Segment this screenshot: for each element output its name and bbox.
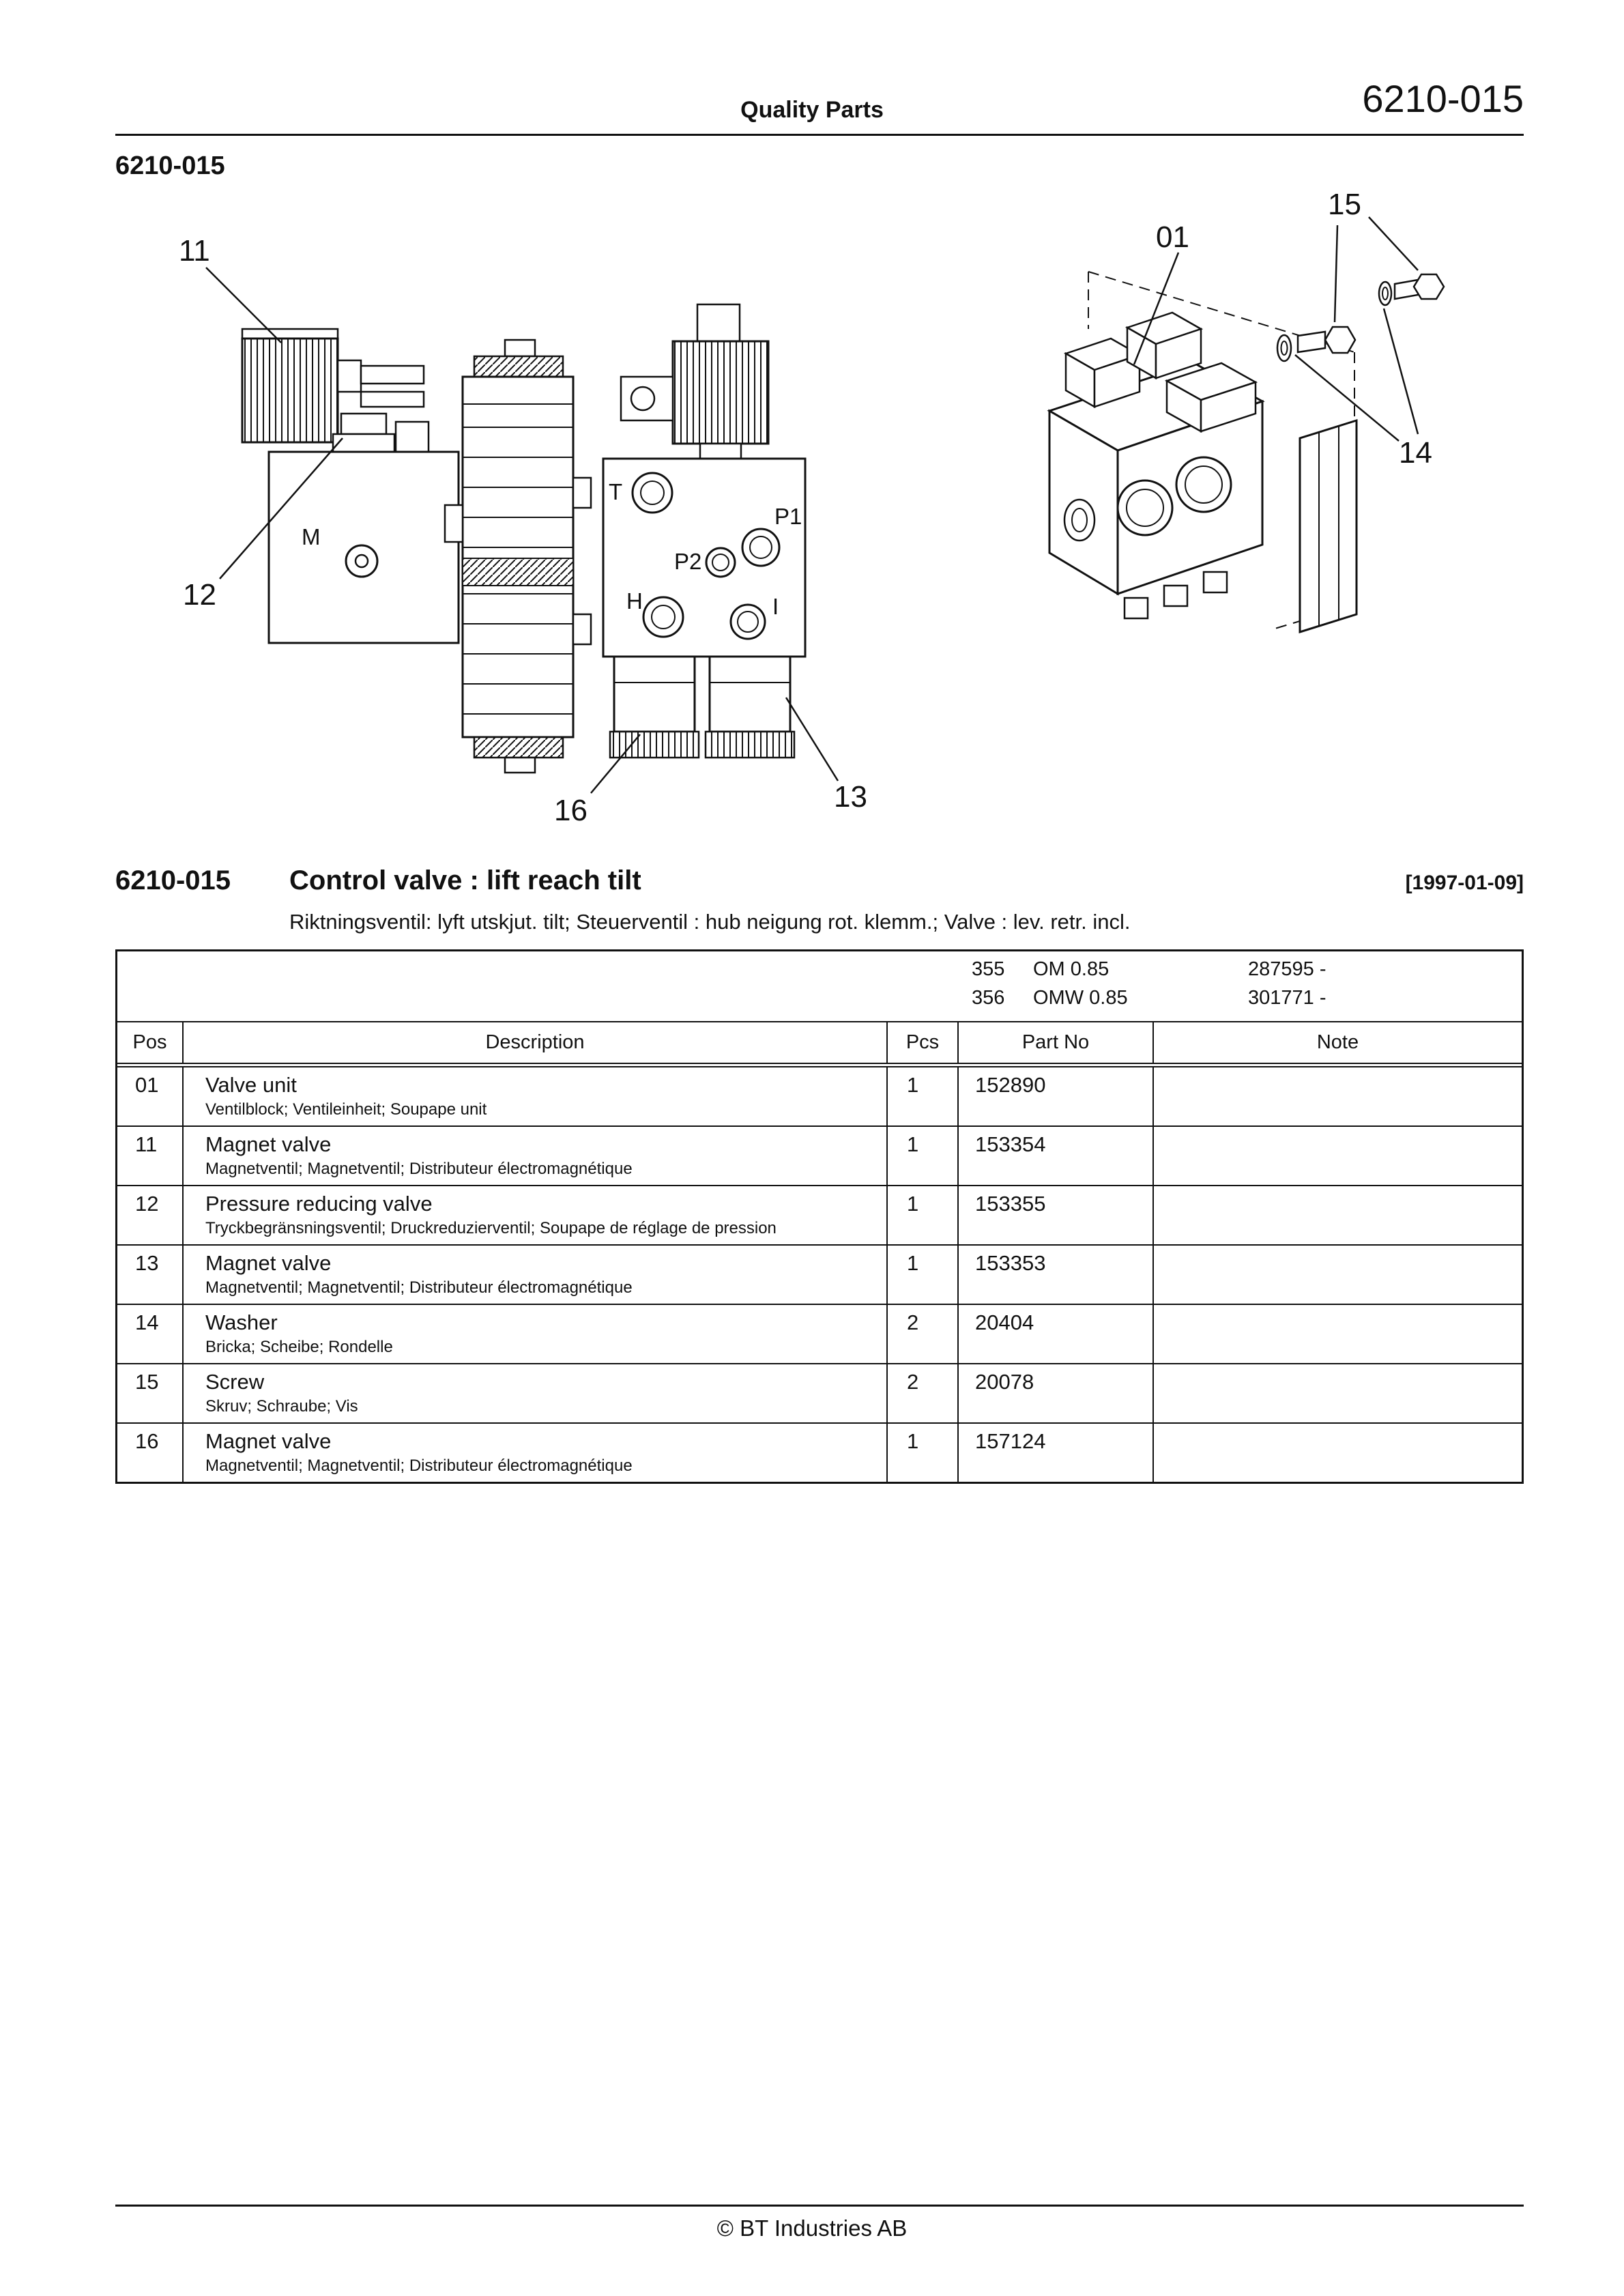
description-main: Magnet valve	[205, 1429, 332, 1453]
cell-description	[182, 1067, 886, 1125]
column-header-part-no: Part No	[957, 1022, 1152, 1063]
exploded-view-diagram	[102, 184, 1535, 867]
cell-part-no: 153353	[957, 1246, 1152, 1304]
cell-description	[182, 1246, 886, 1304]
description-main: Magnet valve	[205, 1251, 332, 1275]
cell-part-no: 152890	[957, 1067, 1152, 1125]
port-label-m: M	[302, 524, 321, 549]
description-main: Screw	[205, 1370, 265, 1394]
description-sub: Ventilblock; Ventileinheit; Soupape unit	[205, 1100, 487, 1119]
cell-pcs: 1	[886, 1186, 957, 1244]
cell-pcs: 1	[886, 1127, 957, 1185]
section-subtitle: Riktningsventil: lyft utskjut. tilt; Steuerventil : hub neigung rot. klemm.; Valve : lev. retr. incl.	[289, 910, 1131, 934]
description-sub: Skruv; Schraube; Vis	[205, 1397, 358, 1416]
callout-12: 12	[183, 578, 216, 612]
magnet-valve-front-view	[206, 268, 459, 643]
callout-13: 13	[834, 780, 867, 814]
port-label-p2: P2	[674, 549, 702, 574]
valve-side-view	[445, 340, 591, 773]
table-row	[117, 1363, 1522, 1422]
description-sub: Tryckbegränsningsventil; Druckreduzierventil; Soupape de réglage de pression	[205, 1219, 777, 1237]
cell-pcs: 1	[886, 1067, 957, 1125]
cell-note	[1152, 1246, 1522, 1304]
column-header-pos: Pos	[132, 1031, 167, 1053]
table-row	[117, 1185, 1522, 1244]
table-row	[117, 1067, 1522, 1125]
port-label-p1: P1	[774, 504, 802, 529]
cell-pcs: 2	[886, 1305, 957, 1363]
port-label-h: H	[626, 588, 643, 614]
footer-copyright: © BT Industries AB	[716, 2215, 908, 2241]
model-serial-range: 301771 -	[1248, 987, 1326, 1009]
cell-note	[1152, 1364, 1522, 1422]
header-divider	[115, 134, 1524, 136]
model-line	[117, 958, 1522, 987]
cell-note	[1152, 1424, 1522, 1482]
cell-description	[182, 1364, 886, 1422]
cell-part-no: 20404	[957, 1305, 1152, 1363]
cell-description	[182, 1424, 886, 1482]
column-header-pcs: Pcs	[886, 1022, 957, 1063]
callout-01: 01	[1156, 220, 1189, 254]
callout-16: 16	[554, 794, 588, 827]
cell-note	[1152, 1186, 1522, 1244]
cell-pcs: 2	[886, 1364, 957, 1422]
description-sub: Bricka; Scheibe; Rondelle	[205, 1338, 393, 1356]
port-label-i: I	[772, 594, 779, 619]
callout-11: 11	[179, 234, 210, 268]
cell-part-no: 153355	[957, 1186, 1152, 1244]
valve-port-view	[591, 304, 838, 793]
description-sub: Magnetventil; Magnetventil; Distributeur électromagnétique	[205, 1160, 633, 1178]
model-number: 356	[972, 987, 1005, 1009]
model-name: OM 0.85	[1033, 958, 1110, 980]
model-number: 355	[972, 958, 1005, 980]
document-code: 6210-015	[115, 152, 225, 180]
column-header-description: Description	[182, 1022, 886, 1063]
cell-pcs: 1	[886, 1246, 957, 1304]
description-main: Washer	[205, 1310, 278, 1334]
port-label-t: T	[609, 479, 623, 504]
table-row	[117, 1304, 1522, 1363]
parts-table	[115, 949, 1524, 1484]
model-line	[117, 987, 1522, 1016]
cell-description	[182, 1305, 886, 1363]
cell-note	[1152, 1305, 1522, 1363]
table-column-headers	[117, 1022, 1522, 1067]
model-name: OMW 0.85	[1033, 987, 1128, 1009]
table-row	[117, 1422, 1522, 1482]
cell-pos: 12	[135, 1192, 159, 1216]
cell-part-no: 153354	[957, 1127, 1152, 1185]
description-sub: Magnetventil; Magnetventil; Distributeur électromagnétique	[205, 1456, 633, 1475]
model-serial-range: 287595 -	[1248, 958, 1326, 980]
description-main: Valve unit	[205, 1073, 297, 1097]
valve-assembly-iso-view	[1049, 217, 1444, 632]
section-heading	[115, 865, 1524, 896]
callout-14: 14	[1399, 436, 1432, 470]
cell-pos: 01	[135, 1073, 159, 1097]
description-main: Magnet valve	[205, 1132, 332, 1156]
callout-15: 15	[1328, 188, 1361, 221]
table-row	[117, 1244, 1522, 1304]
cell-pos: 13	[135, 1251, 159, 1275]
cell-description	[182, 1186, 886, 1244]
page-header-code: 6210-015	[1362, 77, 1524, 120]
cell-note	[1152, 1127, 1522, 1185]
cell-part-no: 157124	[957, 1424, 1152, 1482]
column-header-note: Note	[1152, 1022, 1522, 1063]
section-code: 6210-015	[115, 865, 231, 895]
parts-diagram-svg	[102, 184, 1535, 867]
cell-pos: 15	[135, 1370, 159, 1394]
cell-pos: 11	[135, 1132, 158, 1156]
cell-pcs: 1	[886, 1424, 957, 1482]
footer-divider	[115, 2205, 1524, 2207]
page-header-title: Quality Parts	[740, 97, 884, 123]
description-main: Pressure reducing valve	[205, 1192, 433, 1216]
cell-description	[182, 1127, 886, 1185]
section-date: [1997-01-09]	[1405, 872, 1524, 894]
table-row	[117, 1125, 1522, 1185]
section-title: Control valve : lift reach tilt	[289, 865, 641, 895]
description-sub: Magnetventil; Magnetventil; Distributeur électromagnétique	[205, 1278, 633, 1297]
table-body	[117, 1067, 1522, 1482]
model-range-band	[117, 951, 1522, 1022]
cell-note	[1152, 1067, 1522, 1125]
cell-pos: 16	[135, 1429, 159, 1453]
cell-part-no: 20078	[957, 1364, 1152, 1422]
cell-pos: 14	[135, 1310, 159, 1334]
